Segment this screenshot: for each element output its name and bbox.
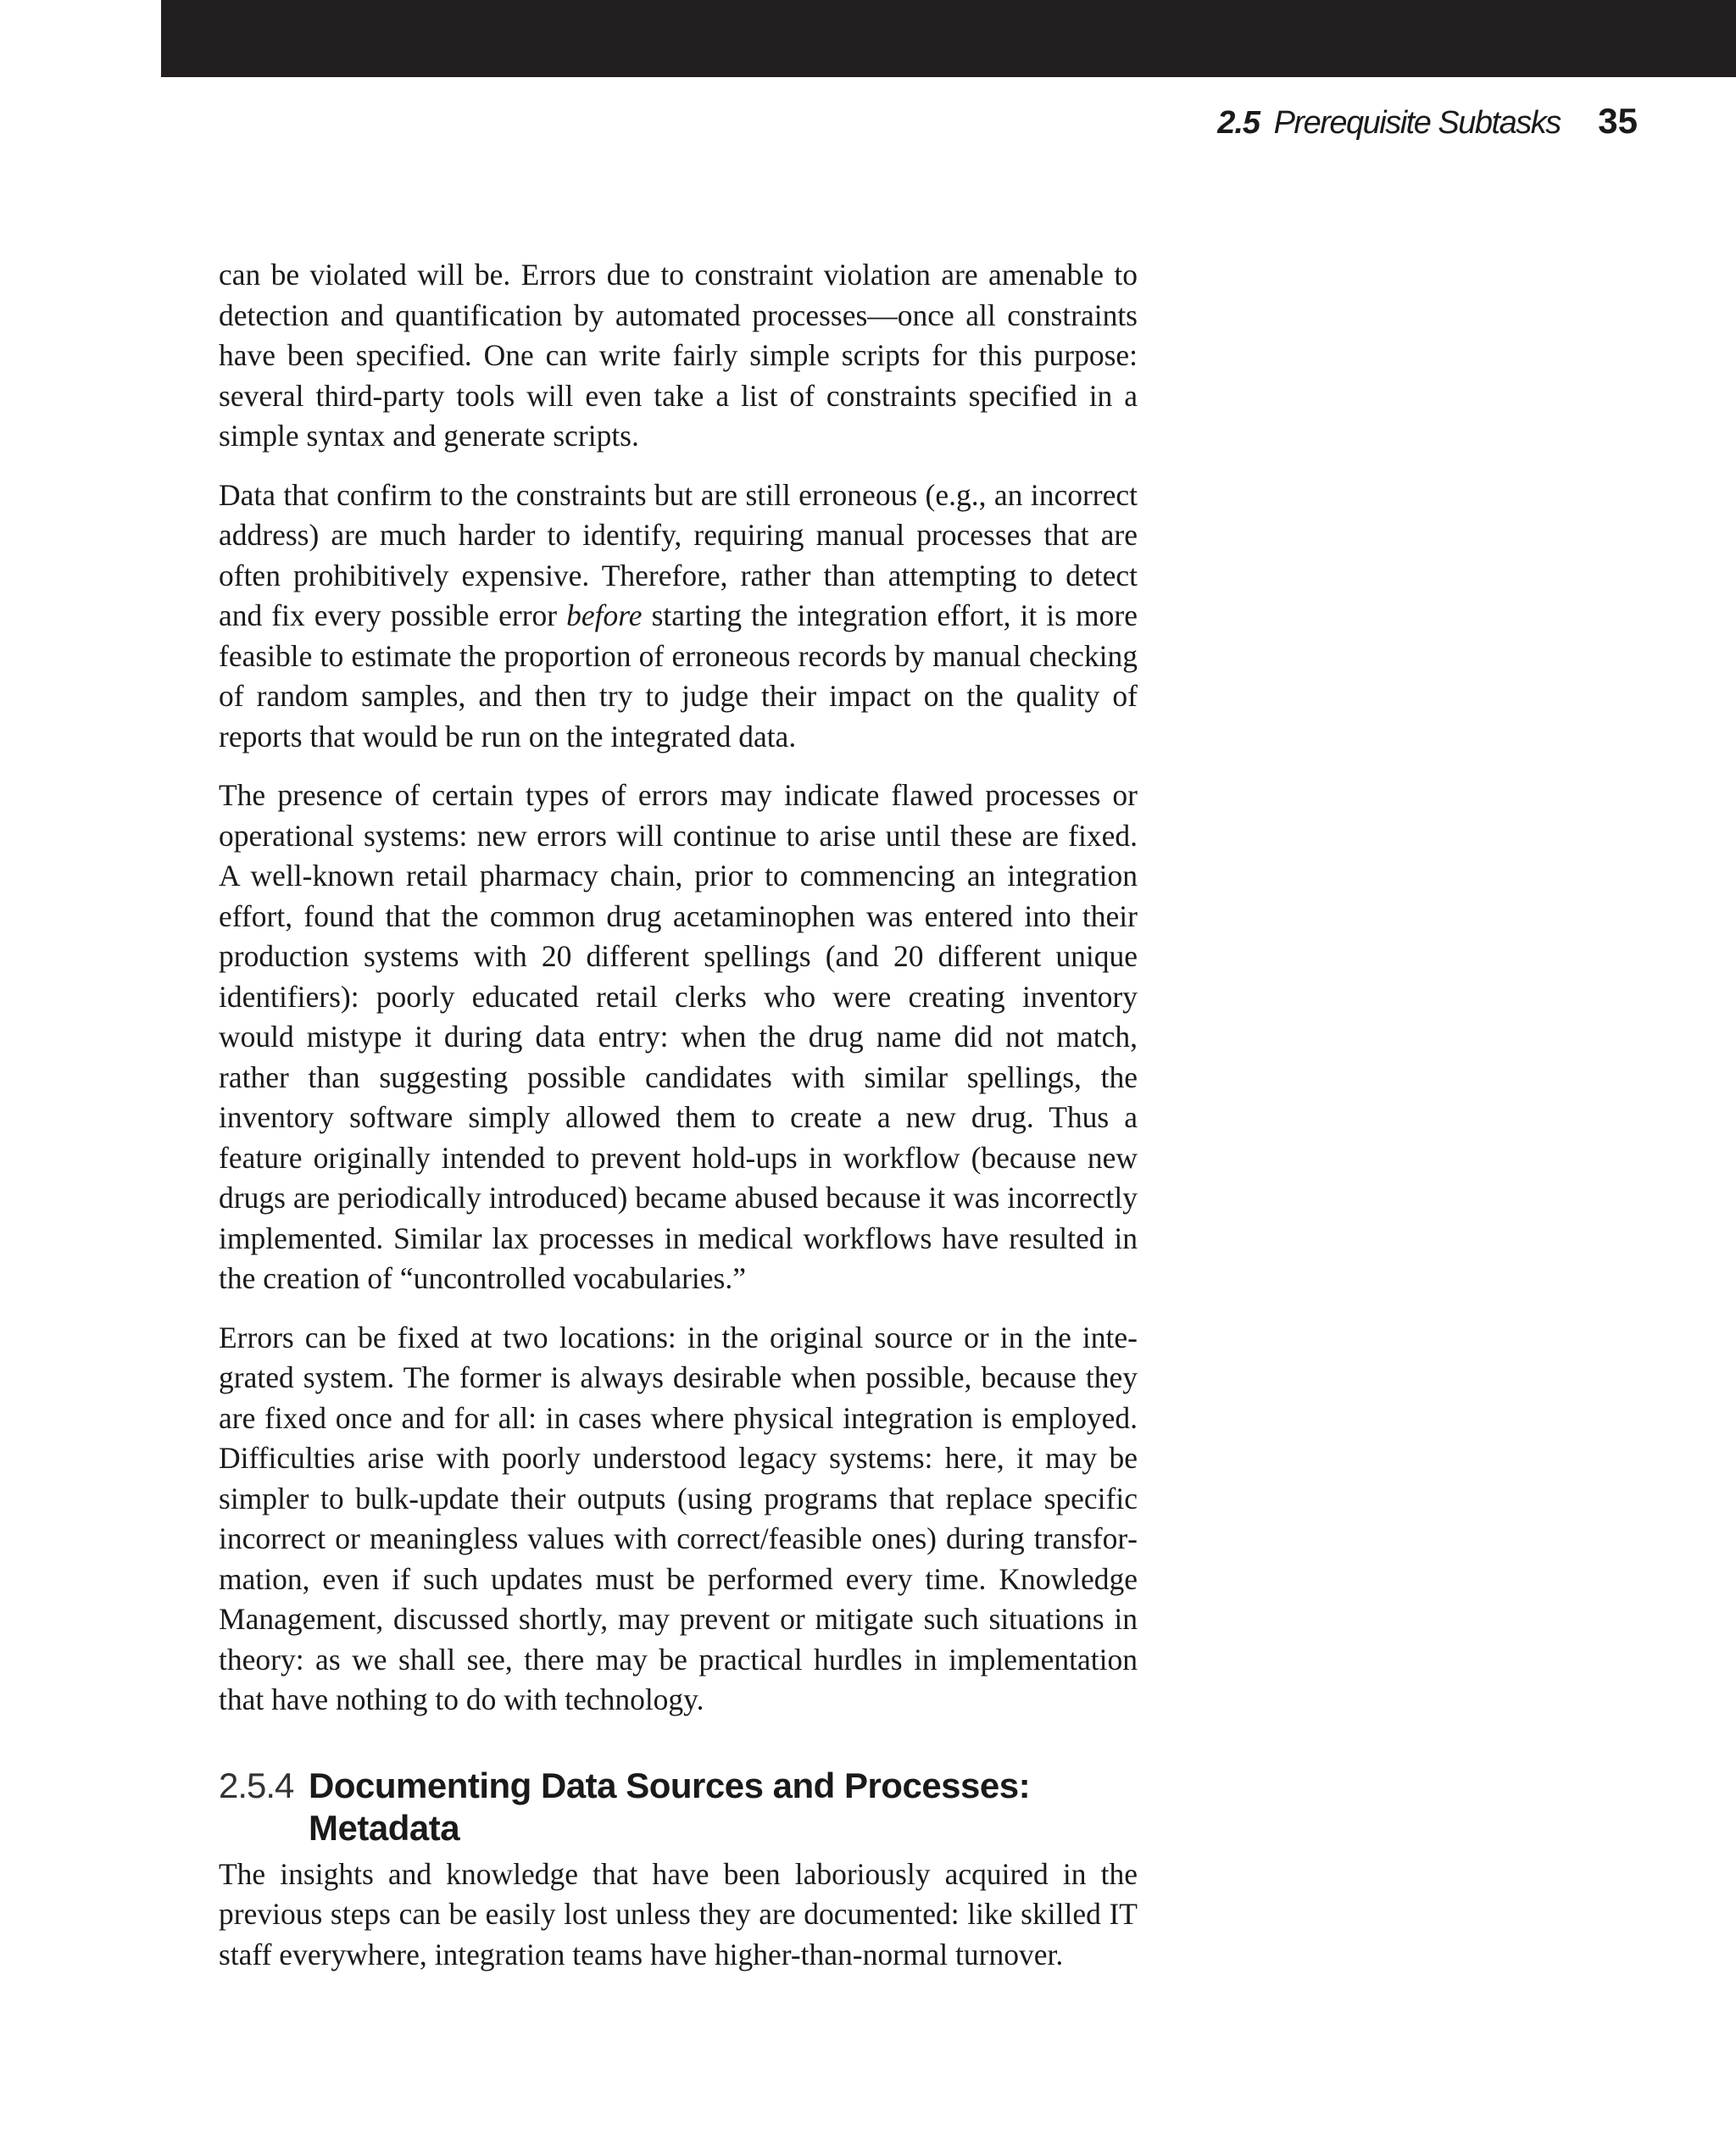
paragraph-4: Errors can be fixed at two locations: in the original source or in the integrated system. The former is always desirable when possible, because they are fixed once and for all: in cases where physical integration is employed. Difficulties arise with poorly understood legacy systems: here, it may be simpler to bulk-update their outputs (using programs that replace specific incorrect or meaningless values with correct/feasible ones) during transformation, even if such updates must be performed every time. Knowledge Management, discussed shortly, may prevent or mitigate such situations in theory: as we shall see, there may be practical hurdles in implementation that have nothing to do with technology. xyxy=(219,1320,1138,1716)
subsection-heading xyxy=(219,1765,1138,1849)
body-text xyxy=(219,255,1138,1994)
paragraph-2-emphasis: before xyxy=(566,598,643,632)
paragraph-3: The presence of certain types of errors may indicate flawed processes or operational systems: new errors will continue to arise until these are fixed. A well-known retail pharmacy chain, prior to commencing an integration effort, found that the common drug acetaminophen was entered into their production systems with 20 different spellings (and 20 different unique identifiers): poorly educated retail clerks who were creating inventory would mistype it during data entry: when the drug name did not match, rather than suggesting possible candidates with similar spellings, the inventory software simply allowed them to create a new drug. Thus a feature originally intended to prevent hold-ups in workflow (because new drugs are periodically introduced) became abused because it was incorrectly implemented. Similar lax processes in medical workflows have resulted in the creation of “uncontrolled vocabularies.” xyxy=(219,778,1138,1295)
subsection-number: 2.5.4 xyxy=(219,1765,294,1805)
subsection-title: Documenting Data Sources and Processes: Metadata xyxy=(309,1765,1031,1848)
running-head-section-number: 2.5 xyxy=(1217,105,1260,141)
paragraph-5: The insights and knowledge that have been laboriously acquired in the previous steps can be easily lost unless they are documented: like skilled IT staff everywhere, integration teams have higher-than-normal turnover. xyxy=(219,1856,1138,1971)
paragraph-2-part-2: starting the integration effort, it is more feasible to estimate the proportion of erroneous records by manual checking of random samples, and then try to judge their impact on the quality of reports that would be run on the integrated data. xyxy=(219,598,1138,754)
page-number: 35 xyxy=(1598,101,1638,141)
running-head-section-title: Prerequisite Subtasks xyxy=(1273,105,1561,141)
paragraph-2 xyxy=(219,475,1138,758)
top-header-bar xyxy=(161,0,1736,77)
paragraph-1: can be violated will be. Errors due to constraint violation are amenable to detection and quantification by automated processes—once all constraints have been specified. One can write fairly simple scripts for this purpose: several third-party tools will even take a list of constraints specified in a simple syntax and generate scripts. xyxy=(219,258,1138,453)
running-head xyxy=(1217,100,1638,144)
paragraph-2-part-1: Data that confirm to the constraints but are still erroneous (e.g., an incorrect address) are much harder to identify, requiring manual processes that are often prohibitively expensive. Therefore, rather than attempting to detect and fix every possible error xyxy=(219,477,1138,632)
